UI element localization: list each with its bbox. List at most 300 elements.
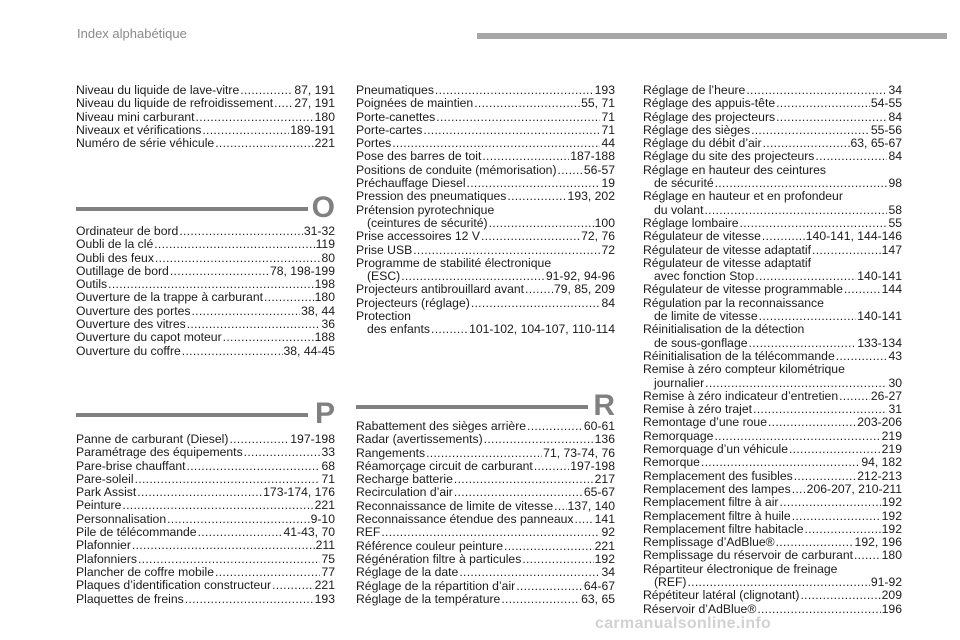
dot-leader [264, 291, 314, 304]
index-entry [643, 363, 902, 390]
index-term: Rabattement des sièges arrière [356, 419, 527, 433]
dot-leader [413, 244, 600, 257]
page-ref: 98 [888, 176, 902, 191]
index-entry [356, 513, 615, 526]
index-subterm: (ESC) [367, 269, 401, 284]
index-term: Poignées de maintien [356, 96, 474, 111]
index-subterm: avec fonction Stop [654, 269, 755, 284]
index-term: Reconnaissance étendue des panneaux [356, 512, 574, 527]
dot-leader [516, 580, 583, 593]
dot-leader [749, 337, 857, 350]
index-entry [76, 473, 335, 486]
index-entry [356, 500, 615, 513]
page-ref: 9-10 [310, 511, 335, 526]
page-ref: 55 [888, 215, 902, 230]
dot-leader [759, 310, 857, 323]
dot-leader [138, 553, 320, 566]
index-term: Pose des barres de toit [356, 149, 482, 164]
page-ref: 141 [594, 512, 615, 527]
dot-leader [757, 603, 880, 616]
index-entry [356, 526, 615, 539]
index-term: Prise accessoires 12 V [356, 229, 480, 244]
index-term: Répétiteur latéral (clignotant) [643, 588, 800, 603]
index-term: Positions de conduite (mémorisation) [356, 162, 557, 177]
index-entry [643, 244, 902, 257]
index-term: Ouverture des vitres [76, 317, 186, 332]
index-term: Réglage de l’heure [643, 83, 746, 97]
dot-leader [746, 84, 887, 97]
index-term: Remplissage d’AdBlue® [643, 535, 775, 550]
index-entry [356, 553, 615, 566]
index-entry [643, 483, 902, 496]
index-term: Porte-canettes [356, 109, 436, 124]
page-ref: 136 [594, 432, 615, 447]
dot-leader [776, 536, 854, 549]
dot-leader [215, 566, 320, 579]
dot-leader [274, 97, 293, 110]
page-ref: 78, 198-199 [269, 263, 335, 278]
index-entry [356, 420, 615, 433]
index-term: Reconnaissance de limite de vitesse [356, 498, 554, 513]
index-entry [643, 470, 902, 483]
dot-leader [471, 297, 601, 310]
index-term: Outils [76, 277, 108, 292]
index-entry [76, 526, 335, 539]
index-entry [643, 536, 902, 549]
dot-leader [789, 443, 881, 456]
index-entry [356, 164, 615, 177]
index-entry [643, 496, 902, 509]
dot-leader [467, 177, 601, 190]
dot-leader [705, 377, 887, 390]
index-term: Remplissage du réservoir de carburant [643, 548, 853, 563]
dot-leader [229, 433, 289, 446]
page-ref: 219 [881, 428, 902, 443]
index-subterm: de sécurité [654, 176, 714, 191]
dot-leader [558, 164, 583, 177]
dot-leader [575, 513, 594, 526]
dot-leader [187, 318, 321, 331]
section-p-divider [76, 397, 335, 435]
index-entry [76, 305, 335, 318]
page-ref: 30 [888, 375, 902, 390]
index-entry [643, 217, 902, 230]
index-entry [356, 204, 615, 231]
dot-leader [554, 500, 566, 513]
index-term: Répartiteur électronique de freinage [643, 561, 838, 576]
index-entry [76, 579, 335, 592]
index-entry [643, 589, 902, 602]
dot-leader [815, 150, 887, 163]
page-ref: 147 [881, 242, 902, 257]
index-entry [643, 230, 902, 243]
index-entry [356, 257, 615, 284]
index-entry [643, 111, 902, 124]
index-list-r [356, 420, 615, 606]
page-ref: 193 [594, 83, 615, 97]
dot-leader [507, 190, 566, 203]
index-entry [76, 252, 335, 265]
page-ref: 91-92 [870, 574, 902, 589]
index-term: Ouverture des portes [76, 303, 191, 318]
page-ref: 87, 191 [294, 83, 335, 97]
dot-leader [776, 97, 870, 110]
dot-leader [454, 486, 583, 499]
index-list-p [76, 433, 335, 606]
page-ref: 119 [315, 237, 335, 252]
index-term: Prise USB [356, 242, 413, 257]
index-entry [356, 190, 615, 203]
page-ref: 27, 191 [294, 96, 335, 111]
index-term: Niveau du liquide de lave-vitre [76, 83, 240, 97]
dot-leader [423, 124, 600, 137]
index-term: Porte-cartes [356, 122, 423, 137]
index-term: Réglage du débit d’air [643, 136, 762, 151]
index-term: Niveaux et vérifications [76, 122, 202, 137]
index-entry [76, 433, 335, 446]
dot-leader [768, 416, 856, 429]
index-entry [356, 137, 615, 150]
page-ref: 192 [881, 521, 902, 536]
index-entry [356, 460, 615, 473]
index-subterm: du volant [654, 202, 704, 217]
page-ref: 173-174, 176 [263, 485, 335, 500]
index-term: Remplacement des fusibles [643, 468, 793, 483]
page-ref: 217 [594, 472, 615, 487]
dot-leader [137, 486, 262, 499]
index-term: Pression des pneumatiques [356, 189, 507, 204]
dot-leader [132, 539, 315, 552]
dot-leader [431, 323, 468, 336]
dot-leader [122, 499, 313, 512]
index-term: Oubli de la clé [76, 237, 154, 252]
page-ref: 55-56 [870, 122, 902, 137]
index-term: Niveau mini carburant [76, 109, 195, 124]
dot-leader [401, 270, 545, 283]
index-entry [356, 230, 615, 243]
page-ref: 72 [601, 242, 615, 257]
index-entry [76, 238, 335, 251]
dot-leader [392, 137, 600, 150]
dot-leader [527, 420, 583, 433]
dot-leader [170, 265, 269, 278]
index-entry [643, 150, 902, 163]
page-ref: 80 [321, 250, 335, 265]
page-ref: 68 [321, 458, 335, 473]
index-term: Outillage de bord [76, 263, 169, 278]
dot-leader [196, 111, 314, 124]
page-ref: 212-213 [857, 468, 902, 483]
index-entry [356, 447, 615, 460]
index-term: Recirculation d’air [356, 485, 453, 500]
index-subterm: journalier [654, 375, 705, 390]
index-entry [643, 510, 902, 523]
dot-leader [839, 390, 870, 403]
dot-leader [474, 97, 580, 110]
page-ref: 44 [601, 136, 615, 151]
page-ref: 84 [888, 109, 902, 124]
page-ref: 180 [881, 548, 902, 563]
dot-leader [740, 217, 888, 230]
dot-leader [504, 540, 594, 553]
index-entry [643, 257, 902, 284]
index-entry [76, 566, 335, 579]
index-term: Ouverture du coffre [76, 343, 181, 358]
dot-leader [534, 460, 569, 473]
index-subterm: (REF) [654, 574, 687, 589]
index-entry [643, 563, 902, 590]
index-entry [643, 603, 902, 616]
dot-leader [779, 496, 880, 509]
index-term: Régulateur de vitesse programmable [643, 282, 843, 297]
page-ref: 64-67 [583, 578, 615, 593]
index-term: Plaquettes de freins [76, 591, 184, 606]
index-entry [643, 97, 902, 110]
dot-leader [108, 278, 314, 291]
index-term: Pare-soleil [76, 471, 134, 486]
page-ref: 71, 73-74, 76 [543, 445, 615, 460]
index-entry [643, 137, 902, 150]
index-entry [356, 177, 615, 190]
index-entry [356, 244, 615, 257]
dot-leader [525, 283, 553, 296]
index-term: Pile de télécommande [76, 525, 197, 540]
index-entry [76, 345, 335, 358]
index-term: REF [356, 525, 381, 540]
index-term: Régénération filtre à particules [356, 551, 522, 566]
page-ref: 56-57 [583, 162, 615, 177]
index-entry [76, 460, 335, 473]
dot-leader [501, 593, 580, 606]
index-term: Radar (avertissements) [356, 432, 483, 447]
page-ref: 221 [314, 136, 335, 151]
page-ref: 193 [314, 591, 335, 606]
index-entry [76, 124, 335, 137]
index-term: Ordinateur de bord [76, 224, 179, 238]
index-term: Remorque [643, 455, 700, 470]
dot-leader [187, 460, 321, 473]
page-ref: 33 [321, 445, 335, 460]
index-entry [643, 549, 902, 562]
index-entry [643, 124, 902, 137]
page-ref: 198 [314, 277, 335, 292]
page-ref: 75 [321, 551, 335, 566]
index-term: Oubli des feux [76, 250, 154, 265]
dot-leader [753, 403, 887, 416]
dot-leader [715, 177, 888, 190]
index-term: Remorquage d’un véhicule [643, 442, 788, 457]
index-entry [356, 593, 615, 606]
index-entry [76, 137, 335, 150]
index-entry [643, 297, 902, 324]
index-term: Numéro de série véhicule [76, 136, 215, 151]
index-entry [356, 310, 615, 337]
dot-leader [792, 510, 881, 523]
index-entry [643, 456, 902, 469]
dot-leader [854, 549, 881, 562]
index-term: Prétension pyrotechnique [356, 202, 495, 217]
index-list-reglage [643, 84, 902, 616]
dot-leader [155, 252, 321, 265]
page-ref: 63, 65-67 [850, 136, 902, 151]
index-term: Protection [356, 309, 411, 324]
page-ref: 193, 202 [567, 189, 615, 204]
page-ref: 55, 71 [581, 96, 615, 111]
index-entry [76, 486, 335, 499]
index-term: Plafonniers [76, 551, 137, 566]
index-subterm: de sous-gonflage [654, 335, 748, 350]
index-entry [76, 513, 335, 526]
index-entry [643, 430, 902, 443]
dot-leader [763, 137, 850, 150]
page-ref: 91-92, 94-96 [545, 269, 615, 284]
index-term: Park Assist [76, 485, 137, 500]
page-ref: 133-134 [857, 335, 902, 350]
page-ref: 197-198 [570, 458, 615, 473]
page-ref: 38, 44 [301, 303, 335, 318]
section-rule [76, 413, 308, 417]
index-term: Remplacement filtre habitacle [643, 521, 804, 536]
dot-leader [755, 270, 856, 283]
index-entry [356, 486, 615, 499]
dot-leader [489, 217, 594, 230]
page-ref: 84 [888, 149, 902, 164]
index-term: Personnalisation [76, 511, 167, 526]
index-term: Panne de carburant (Diesel) [76, 432, 229, 446]
page-ref: 63, 65 [581, 591, 615, 606]
page-ref: 19 [601, 176, 615, 191]
section-letter-r: R [593, 389, 615, 422]
index-term: Paramétrage des équipements [76, 445, 243, 460]
index-term: Remplacement des lampes [643, 481, 791, 496]
dot-leader [426, 447, 542, 460]
index-entry [76, 318, 335, 331]
page-ref: 58 [888, 202, 902, 217]
index-entry [643, 403, 902, 416]
dot-leader [704, 204, 887, 217]
dot-leader [751, 124, 870, 137]
page-ref: 180 [314, 290, 335, 305]
index-entry [76, 97, 335, 110]
page-ref: 71 [601, 109, 615, 124]
dot-leader [215, 137, 313, 150]
index-term: Réservoir d’AdBlue® [643, 601, 757, 616]
index-entry [643, 523, 902, 536]
index-entry [356, 111, 615, 124]
page-ref: 34 [601, 565, 615, 580]
page-ref: 192 [594, 551, 615, 566]
dot-leader [844, 283, 881, 296]
page-ref: 221 [594, 538, 615, 553]
page-ref: 192, 196 [854, 535, 902, 550]
page-ref: 36 [321, 317, 335, 332]
page-ref: 144 [881, 282, 902, 297]
index-entry [643, 84, 902, 97]
index-term: Plafonnier [76, 538, 131, 553]
index-term: Réamorçage circuit de carburant [356, 458, 533, 473]
index-entry [356, 97, 615, 110]
index-term: Réinitialisation de la télécommande [643, 348, 835, 363]
dot-leader [805, 523, 881, 536]
index-term: Remise à zéro compteur kilométrique [643, 362, 845, 377]
page-ref: 92 [601, 525, 615, 540]
index-entry [643, 416, 902, 429]
index-term: Réglage des sièges [643, 122, 751, 137]
page-ref: 196 [881, 601, 902, 616]
page-ref: 187-188 [570, 149, 615, 164]
page-ref: 31 [888, 402, 902, 417]
page-ref: 43 [888, 348, 902, 363]
dot-leader [381, 526, 600, 539]
index-entry [356, 150, 615, 163]
index-subterm: des enfants [367, 322, 431, 337]
index-term: Remorquage [643, 428, 714, 443]
dot-leader [223, 331, 314, 344]
index-entry [356, 124, 615, 137]
index-term: Réglage du site des projecteurs [643, 149, 815, 164]
index-term: Régulation par la reconnaissance [643, 295, 824, 310]
dot-leader [179, 225, 303, 238]
index-entry [76, 278, 335, 291]
dot-leader [688, 576, 870, 589]
index-term: Pneumatiques [356, 83, 434, 97]
index-entry [76, 265, 335, 278]
page-ref: 94, 182 [861, 455, 902, 470]
dot-leader [154, 238, 314, 251]
index-term: Remontage d’une roue [643, 415, 767, 430]
page-ref: 192 [881, 508, 902, 523]
dot-leader [191, 305, 300, 318]
index-term: Ouverture du capot moteur [76, 330, 222, 345]
index-entry [76, 446, 335, 459]
index-entry [356, 84, 615, 97]
dot-leader [482, 150, 569, 163]
index-term: Réglage des projecteurs [643, 109, 776, 124]
index-term: Régulateur de vitesse adaptatif [643, 255, 812, 270]
index-entry [76, 111, 335, 124]
index-term: Réglage de la date [356, 565, 459, 580]
page-ref: 137, 140 [567, 498, 615, 513]
page-ref: 77 [321, 564, 335, 579]
index-subterm: de limite de vitesse [654, 309, 758, 324]
page-ref: 219 [881, 442, 902, 457]
index-entry [76, 331, 335, 344]
index-list-o [76, 225, 335, 358]
index-term: Régulateur de vitesse adaptatif [643, 242, 812, 257]
index-entry [356, 566, 615, 579]
index-term: Réglage en hauteur et en profondeur [643, 189, 843, 204]
page-ref: 26-27 [870, 388, 902, 403]
dot-leader [167, 513, 309, 526]
index-term: Pare-brise chauffant [76, 458, 186, 473]
page-ref: 206-207, 210-211 [806, 481, 902, 496]
index-term: Réglage de la répartition d’air [356, 578, 516, 593]
index-term: Référence couleur peinture [356, 538, 504, 553]
page-ref: 34 [888, 83, 902, 97]
index-term: Remise à zéro trajet [643, 402, 753, 417]
dot-leader [794, 470, 857, 483]
dot-leader [792, 483, 806, 496]
dot-leader [836, 350, 888, 363]
index-entry [356, 433, 615, 446]
index-subterm: (ceintures de sécurité) [367, 215, 488, 230]
page-ref: 140-141 [857, 269, 902, 284]
page-ref: 71 [601, 122, 615, 137]
page-ref: 221 [314, 498, 335, 513]
index-term: Préchauffage Diesel [356, 176, 466, 191]
page-ref: 72, 76 [581, 229, 615, 244]
page-ref: 211 [315, 538, 335, 553]
